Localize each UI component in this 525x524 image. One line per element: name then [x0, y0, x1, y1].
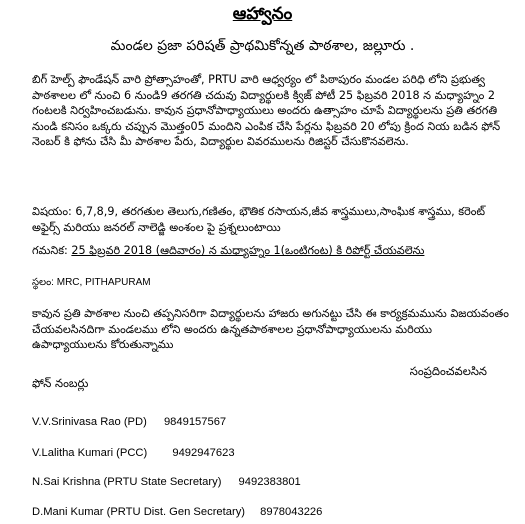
contact-row — [32, 506, 322, 518]
date-value: 25 ఫిబ్రవరి 2018 (ఆదివారం) న మధ్యాహ్నం 1(ఒంటిగంట) కి రిపోర్ట్ చేయవలెను — [71, 244, 425, 257]
subjects-paragraph: విషయం: 6,7,8,9, తరగతుల తెలుగు,గణితం, భౌతిక రసాయన,జీవ శాస్త్రములు,సాంఘిక శాస్త్రము, కరెంట్ అఫైర్స్ మరియు జనరల్ నాలెడ్జి అంశంల పై ప్రశ్నలుంటాయి — [32, 205, 486, 234]
document-title: ఆహ్వానం — [232, 4, 293, 24]
contact-name: V.Lalitha Kumari (PCC) — [32, 447, 148, 459]
contact-name: V.V.Srinivasa Rao (PD) — [32, 416, 147, 428]
contact-phone: 8978043226 — [260, 506, 323, 518]
date-note — [32, 243, 510, 259]
date-label: గమనిక: — [32, 244, 68, 257]
contact-name: N.Sai Krishna (PRTU State Secretary) — [32, 476, 222, 488]
phones-heading: ఫోన్ నంబర్లు — [32, 376, 89, 390]
contact-row — [32, 447, 235, 459]
invitation-paragraph: బిగ్ హెల్ప్ ఫౌండేషన్ వారి ప్రోత్సాహంతో, PRTU వారి ఆధ్వర్యం లో పిఠాపురం మండల పరిధి లోని ప్రభుత్వ పాఠశాలల లో నుంచి 6 నుండి9 తరగతి చదువు విద్యార్థులకి క్విజ్ పోటీ 25 ఫిబ్రవరి 2018 న మధ్యాహ్నం 2 గంటలకి నిర్వహించబడును. కావున ప్రధానోపాధ్యాయులు అందరు ఉత్సాహం చూపే విద్యార్థులను ప్రతి తరగతి నుండి కనిసం ఒక్కరు చప్పున మొత్తం05 మందిని ఎంపిక చేసి పేర్లను ఫిబ్రవరి 20 లోపు క్రింద నియ బడిన ఫోన్ నెంబర్ కి ఫోను చేసి మీ పాఠశాల పేరు, విద్యార్థుల వివరములను రిజిస్టర్ చేసుకొనవలెను. — [32, 73, 501, 148]
contact-row — [32, 416, 226, 428]
venue: స్థలం: MRC, PITHAPURAM — [32, 277, 151, 288]
contact-name: D.Mani Kumar (PRTU Dist. Gen Secretary) — [32, 506, 246, 518]
contact-row — [32, 476, 301, 488]
school-name: మండల ప్రజా పరిషత్ ప్రాథమికోన్నత పాఠశాల, జల్లూరు . — [110, 38, 415, 54]
signoff: సంప్రదించవలసిన — [409, 364, 487, 378]
contact-phone: 9849157567 — [163, 416, 227, 428]
request-paragraph: కావున ప్రతి పాఠశాల నుంచి తప్పనిసరిగా విద్యార్థులను హాజరు అగునట్టు చేసి ఈ కార్యక్రమమును విజయవంతం చేయవలసినదిగా మండలము లోని అందరు ఉన్నతపాఠశాలల ప్రధానోపాధ్యాయులను మరియు ఉపాధ్యాయులను కోరుతున్నాము — [32, 307, 509, 351]
contact-phone: 9492383801 — [238, 476, 301, 488]
contact-phone: 9492947623 — [172, 447, 235, 459]
